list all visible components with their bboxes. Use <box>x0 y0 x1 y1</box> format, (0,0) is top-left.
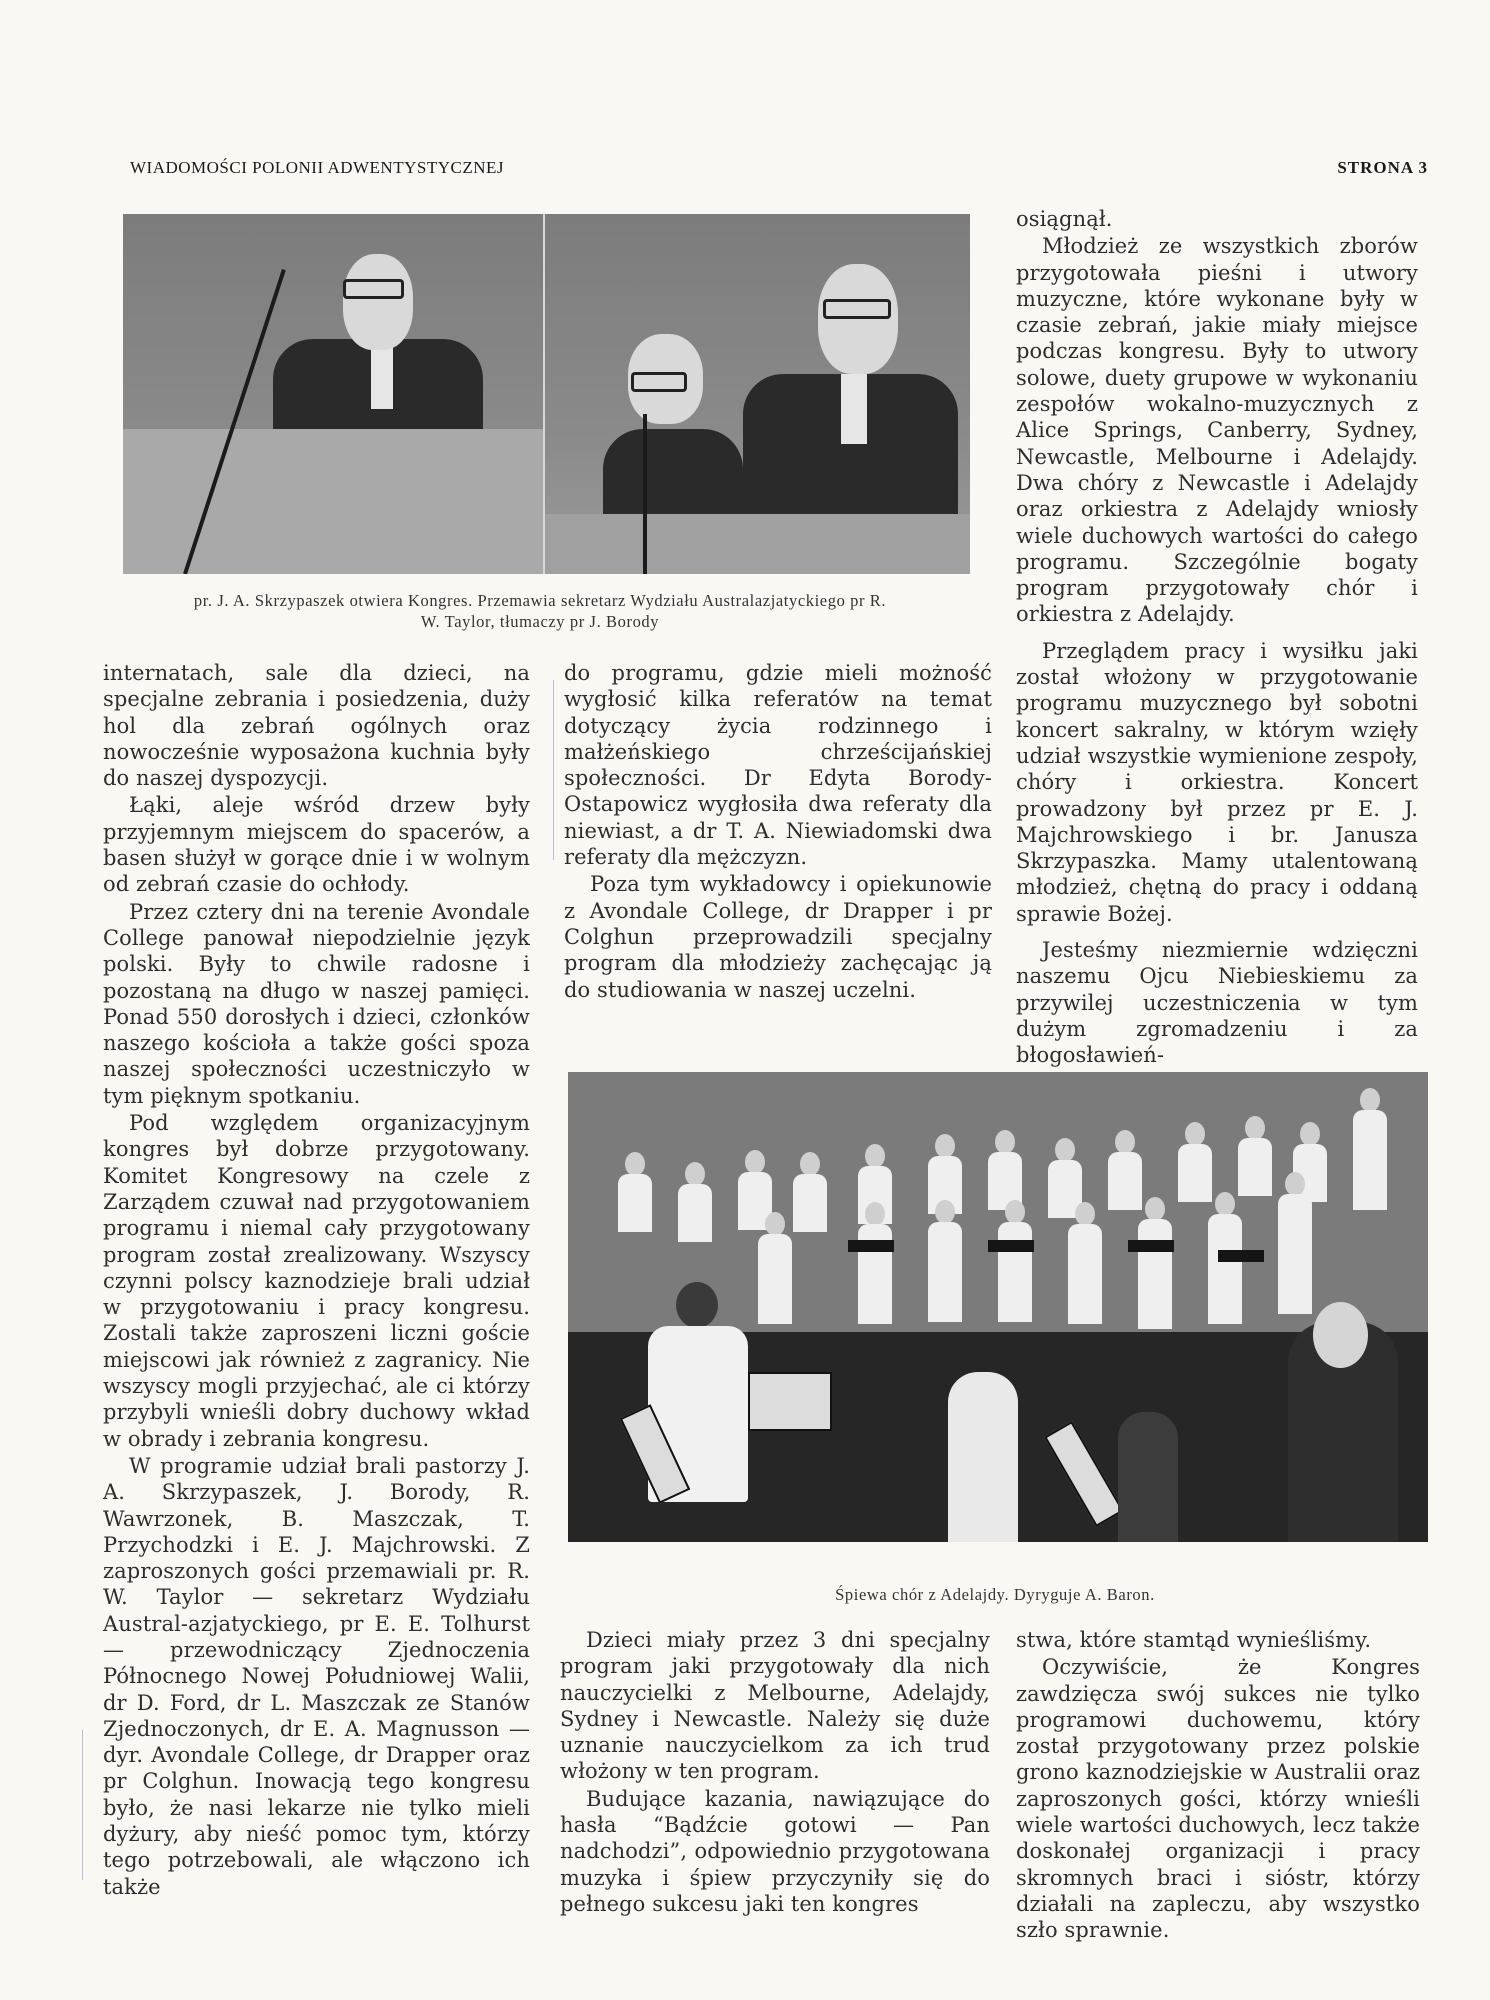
paragraph: internatach, sale dla dzieci, na specjalne zebrania i posiedzenia, duży hol dla zebrań ogólnych oraz nowocześnie wyposażona kuchnia były do naszej dyspozycji. <box>103 661 530 791</box>
choir-singer <box>793 1152 827 1232</box>
paragraph: W programie udział brali pastorzy J. A. Skrzypaszek, J. Borody, R. Wawrzonek, B. Maszczak, T. Przychodzki i E. J. Majchrowski. Z zaproszonych gości przemawiali pr. R. W. Taylor — sekretarz Wydziału Austral-azjatyckiego, pr E. E. Tolhurst — przewodniczący Zjednoczenia Północnego Nowej Południowej Walii, dr D. Ford, dr L. Maszczak ze Stanów Zjednoczonych, dr E. A. Magnusson — dyr. Avondale College, dr Drapper oraz pr Colghun. Inowacją tego kongresu było, że nasi lekarze nie tylko mieli dyżury, aby nieść pomoc tym, którzy tego potrzebowali, ale włączono ich także <box>103 1453 530 1899</box>
musician-head <box>1313 1302 1368 1368</box>
music-folder <box>988 1240 1034 1252</box>
choir-singer <box>618 1152 652 1232</box>
paragraph: Młodzież ze wszystkich zborów przygotowała pieśni i utwory muzyczne, które wykonane były w czasie zebrań, jakie miały miejsce podczas kongresu. Były to utwory solowe, duety grupowe w wykonaniu zespołów wokalno-muzycznych z Alice Springs, Canberry, Sydney, Newcastle, Melbourne i Adelajdy. Dwa chóry z Newcastle i Adelajdy oraz orkiestra z Adelajdy wniosły wiele duchowych wartości do całego programu. Szczególnie bogaty program przygotowały chór i orkiestra z Adelajdy. <box>1016 234 1418 627</box>
guitarist <box>948 1372 1018 1542</box>
paragraph: Jesteśmy niezmiernie wdzięczni naszemu Ojcu Niebieskiemu za przywilej uczestniczenia w tym dużym zgromadzeniu i za błogosławień- <box>1016 938 1418 1068</box>
guitarist <box>1118 1412 1178 1542</box>
article-column-left <box>103 660 530 1900</box>
music-folder <box>1218 1250 1264 1262</box>
choir-singer <box>1238 1116 1272 1196</box>
article-column-right-top <box>1016 206 1418 1069</box>
speaker-borody <box>603 334 743 534</box>
article-column-middle-bottom <box>560 1627 990 1917</box>
choir-photo-caption: Śpiewa chór z Adelajdy. Dyryguje A. Baron. <box>835 1585 1155 1604</box>
choir-singer <box>758 1212 792 1292</box>
choir-singer <box>678 1162 712 1242</box>
margin-mark <box>553 680 554 860</box>
paragraph: do programu, gdzie mieli możność wygłosić kilka referatów na temat dotyczący życia rodzinnego i małżeńskiego chrześcijańskiej społeczności. Dr Edyta Borody-Ostapowicz wygłosiła dwa referaty dla niewiast, a dr T. A. Niewiadomski dwa referaty dla mężczyzn. <box>564 661 992 870</box>
paragraph: Łąki, aleje wśród drzew były przyjemnym miejscem do spacerów, a basen służył w gorące dnie i w wolnym od zebrań czasie do ochłody. <box>103 793 530 897</box>
choir-singer <box>1138 1197 1172 1277</box>
lectern <box>123 429 543 574</box>
microphone-stand <box>643 414 647 574</box>
choir-singer <box>1068 1202 1102 1282</box>
choir-singer <box>928 1200 962 1280</box>
lectern <box>545 514 970 574</box>
speakers-photo <box>123 214 970 574</box>
page-header <box>130 158 1428 182</box>
speaker-taylor <box>733 254 963 534</box>
paragraph: Oczywiście, że Kongres zawdzięcza swój sukces nie tylko programowi duchowemu, który został przygotowany przez polskie grono kaznodziejskie w Australii oraz zaproszonych gości, którzy wnieśli wiele wartości duchowych, lecz także doskonałej organizacji i pracy skromnych braci i sióstr, którzy działali na zapleczu, aby wszystko szło sprawnie. <box>1016 1655 1420 1943</box>
article-column-middle-top <box>564 660 992 1003</box>
paragraph: osiągnął. <box>1016 207 1113 231</box>
article-column-right-bottom <box>1016 1627 1420 1944</box>
music-stand <box>748 1372 832 1431</box>
paragraph: Przez cztery dni na terenie Avondale College panował niepodzielnie język polski. Były to chwile radosne i pozostaną na długo w naszej pamięci. Ponad 550 dorosłych i dzieci, członków naszego kościoła a także gości spoza naszej społeczności uczestniczyło w tym pięknym spotkaniu. <box>103 899 530 1108</box>
paragraph: stwa, które stamtąd wynieśliśmy. <box>1016 1628 1372 1652</box>
choir-singer <box>1108 1130 1142 1210</box>
paragraph: Pod względem organizacyjnym kongres był dobrze przygotowany. Komitet Kongresowy na czele z Zarządem czuwał nad przygotowaniem programu i niemal cały przygotowany program został zrealizowany. Wszyscy czynni polscy kaznodzieje brali udział w przygotowaniu i pracy kongresu. Zostali także zaproszeni liczni goście miejscowi jak również z zagranicy. Nie wszyscy mogli przyjechać, ale ci którzy przybyli wnieśli dobry duchowy wkład w obrady i zebrania kongresu. <box>103 1111 530 1451</box>
music-folder <box>1128 1240 1174 1252</box>
choir-singer <box>988 1130 1022 1210</box>
choir-singer <box>1278 1172 1312 1252</box>
page-number: STRONA 3 <box>1337 158 1428 177</box>
speakers-photo-caption: pr. J. A. Skrzypaszek otwiera Kongres. Przemawia sekretarz Wydziału Australazjatyckiego pr R. W. Taylor, tłumaczy pr J. Borody <box>193 591 887 631</box>
paragraph: Budujące kazania, nawiązujące do hasła “Bądźcie gotowi — Pan nadchodzi”, odpowiednio przygotowana muzyka i śpiew przyczyniły się do pełnego sukcesu jaki ten kongres <box>560 1786 990 1916</box>
margin-mark <box>82 1730 83 1880</box>
publication-title: WIADOMOŚCI POLONII ADWENTYSTYCZNEJ <box>130 158 504 177</box>
choir-singer <box>1353 1088 1393 1208</box>
speaker-skrzypaszek <box>253 244 493 444</box>
paragraph: Przeglądem pracy i wysiłku jaki został włożony w przygotowanie programu muzycznego był sobotni koncert sakralny, w którym wzięły udział wszystkie wymienione zespoły, chóry i orkiestra. Koncert prowadzony był przez pr E. J. Majchrowskiego i br. Janusza Skrzypaszka. Mamy utalentowaną młodzież, chętną do pracy i oddaną sprawie Bożej. <box>1016 638 1418 926</box>
paragraph: Dzieci miały przez 3 dni specjalny program jaki przygotowały dla nich nauczycielki z Melbourne, Adelajdy, Sydney i Newcastle. Należy się duże uznanie nauczycielkom za ich trud włożony w ten program. <box>560 1628 990 1784</box>
choir-photo <box>568 1072 1428 1542</box>
music-folder <box>848 1240 894 1252</box>
choir-singer <box>1178 1122 1212 1202</box>
paragraph: Poza tym wykładowcy i opiekunowie z Avondale College, dr Drapper i pr Colghun przeprowadzili specjalny program dla młodzieży zachęcając ją do studiowania w naszej uczelni. <box>564 872 992 1002</box>
